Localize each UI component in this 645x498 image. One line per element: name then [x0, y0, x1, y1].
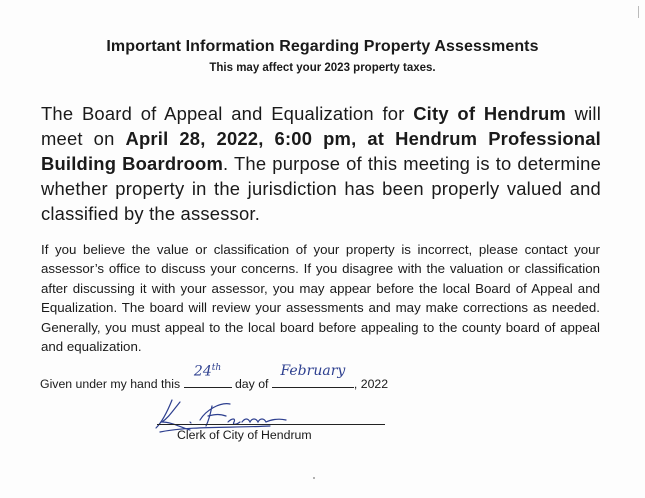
month-blank	[272, 363, 354, 388]
appeal-instructions: If you believe the value or classification of your property is incorrect, please contact your assessor’s office to discuss your concerns. If you disagree with the valuation or classification after discussing it with your assessor, you may appear before the local Board of Appeal and Equalization. The board will review your assessments and may make corrections as needed. Generally, you must appeal to the local board before appealing to the county board of appeal and equalization.	[41, 242, 600, 355]
notice-title: Important Information Regarding Property Assessments	[106, 38, 539, 55]
meeting-datetime-location: April 28, 2022, 6:00 pm, at Hendrum Professional Building Boardroom	[41, 128, 601, 174]
handwritten-month: February	[280, 363, 346, 379]
given-statement	[40, 363, 389, 391]
given-middle: day of	[231, 377, 272, 391]
meeting-announcement	[41, 101, 601, 226]
scan-artifact	[638, 6, 639, 18]
given-prefix: Given under my hand this	[40, 377, 184, 391]
lead-text-2: will meet on	[41, 103, 601, 149]
handwritten-day: 24th	[193, 363, 222, 380]
lead-text-1: The Board of Appeal and Equalization for	[41, 103, 414, 124]
notice-subtitle: This may affect your 2023 property taxes.	[209, 62, 436, 74]
city-name: City of Hendrum	[413, 103, 566, 124]
given-suffix: , 2022	[353, 377, 389, 391]
clerk-title: Clerk of City of Hendrum	[177, 428, 312, 442]
day-blank	[184, 363, 232, 388]
signature-line	[157, 424, 385, 425]
scan-speck	[313, 477, 315, 479]
lead-text-3: . The purpose of this meeting is to determine whether property in the jurisdiction has been properly valued and classified by the assessor.	[41, 153, 601, 224]
